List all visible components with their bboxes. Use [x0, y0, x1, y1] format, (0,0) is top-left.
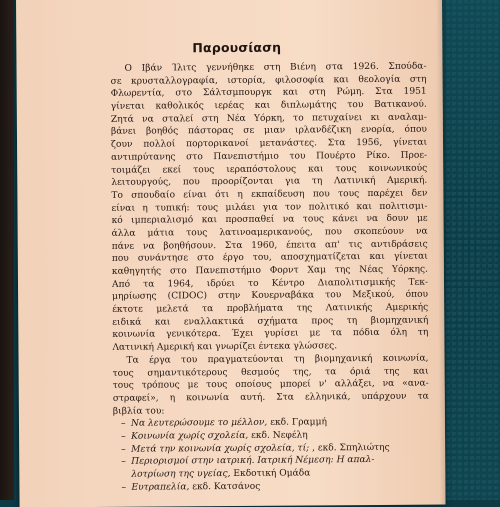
book-page: [16, 0, 446, 507]
text-line: έκτοτε μελετά τα προβλήματα της Λατινικής Αμερικής: [112, 302, 428, 317]
text-line: τους τρόπους με τους οποίους μπορεί ν' αλλάξει, να «ανα-: [113, 378, 429, 393]
text-line: λειτουργούς, που προορίζονται για τη Λατινική Αμερική.: [111, 175, 427, 190]
text-line: τοιμάζει εκεί τους ιεραπόστολους και τους κοινωνικούς: [111, 162, 427, 177]
text-line: αντιπρύτανης στο Πανεπιστήμιο του Πουέρτο Ρίκο. Προε-: [111, 149, 427, 164]
text-line: στραφεί», η κοινωνία αυτή. Στα ελληνικά, υπάρχουν τα: [113, 390, 429, 405]
book-title: Μετά την κοινωνία χωρίς σχολεία, τί;: [131, 443, 309, 454]
book-title: Περιορισμοί στην ιατρική. Ιατρική Νέμεση: Η απαλ-: [131, 455, 374, 467]
book-list-item: [113, 441, 429, 456]
list-dash: –: [121, 456, 131, 469]
text-line: ειδικά και εναλλακτικά σχήματα προς τη βιομηχανική: [112, 314, 428, 329]
text-line: πάνε να βοηθήσουν. Στα 1960, έπειτα απ' τις αντιδράσεις: [112, 238, 428, 253]
book-title: λοτρίωση της υγείας,: [131, 469, 230, 480]
paragraph-works: [113, 352, 429, 418]
book-publisher: εκδ. Κατσάνος: [189, 481, 260, 491]
text-line: Τα έργα του πραγματεύονται τη βιομηχανική κοινωνία,: [113, 352, 429, 367]
text-line: Φλωρεντία, στο Σάλτσμπουργκ και στη Ρώμη. Στα 1951: [111, 86, 427, 101]
text-line: που συνάντησε στο έργο του, αποσχηματίζεται και γίνεται: [112, 251, 428, 266]
text-line: Ο Ιβάν Ίλιτς γεννήθηκε στη Βιένη στα 1926. Σπούδα-: [110, 61, 426, 76]
book-publisher: εκδ. Γραμμή: [267, 418, 327, 428]
body-text: [110, 61, 429, 495]
text-line: Από τα 1964, ιδρύει το Κέντρο Διαπολιτισμικής Τεκ-: [112, 276, 428, 291]
book-publisher: , εκδ. Σπηλιώτης: [309, 443, 390, 454]
text-line: άλλα μάτια τους λατινοαμερικανούς, που σκοπεύουν να: [112, 226, 428, 241]
text-line: τους σημαντικότερους θεσμούς της, τα όριά της και: [113, 365, 429, 380]
text-line: είναι η τυπική: τους μιλάει για τον πολιτικό και πολιτισμι-: [111, 200, 427, 215]
text-line: Ζητά να σταλεί στη Νέα Υόρκη, το πετυχαίνει κι αναλαμ-: [111, 111, 427, 126]
text-line: ζουν πολλοί πορτορικανοί μετανάστες. Στα 1956, γίνεται: [111, 137, 427, 152]
background-left: [0, 0, 14, 500]
list-dash: –: [121, 431, 131, 444]
book-publisher: εκδ. Νεφέλη: [248, 430, 308, 440]
text-line: καθηγητής στο Πανεπιστήμιο Φορντ Χαμ της Νέας Υόρκης.: [112, 264, 428, 279]
text-line: γίνεται καθολικός ιερέας και διπλωμάτης του Βατικανού.: [111, 99, 427, 114]
text-line: βιβλία του:: [113, 403, 429, 418]
paragraph-biography: [110, 61, 428, 355]
text-line: βάνει βοηθός πάστορας σε μιαν ιρλανδέζικη ενορία, όπου: [111, 124, 427, 139]
background-fabric: [440, 0, 500, 500]
book-publisher: Εκδοτική Ομάδα: [230, 468, 310, 479]
text-line: κοινωνία γενικότερα. Έχει γυρίσει με τα πόδια όλη τη: [112, 327, 428, 342]
text-line: Το σπουδαίο είναι ότι η εκπαίδευση που τους παρέχει δεν: [111, 187, 427, 202]
page-title: Παρουσίαση: [192, 40, 281, 56]
book-title: Κοινωνία χωρίς σχολεία,: [131, 431, 248, 442]
list-dash: –: [121, 418, 131, 431]
list-dash: –: [121, 481, 131, 494]
book-list: [113, 416, 430, 494]
book-title: Να λευτερώσουμε το μέλλον,: [131, 418, 267, 429]
book-title: Ευτραπελία,: [131, 482, 189, 492]
text-line: μηρίωσης (CIDOC) στην Κουερναβάκα του Μεξικού, όπου: [112, 289, 428, 304]
text-line: κό ιμπεριαλισμό και προσπαθεί να τους κάνει να δουν με: [112, 213, 428, 228]
text-line: σε κρυσταλλογραφία, ιστορία, φιλοσοφία και θεολογία στη: [111, 73, 427, 88]
book-list-item: [113, 479, 429, 494]
text-line: Λατινική Αμερική και γνωρίζει έντεκα γλώσσες.: [112, 340, 428, 355]
list-dash: –: [121, 443, 131, 456]
